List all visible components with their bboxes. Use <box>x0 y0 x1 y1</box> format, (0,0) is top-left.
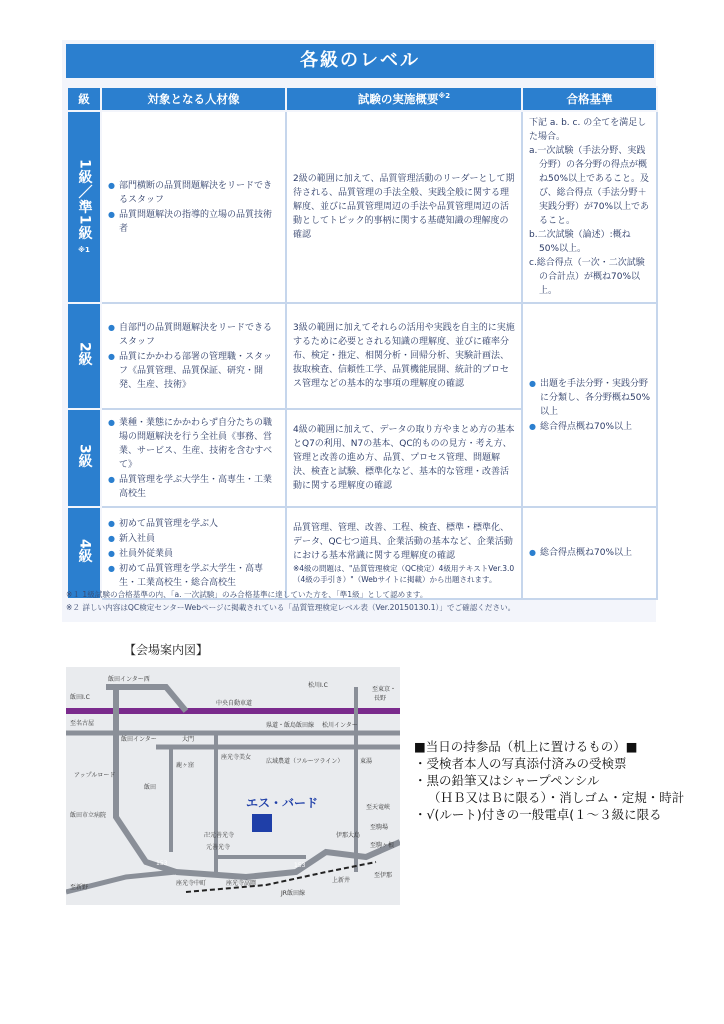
svg-text:卍元善光寺: 卍元善光寺 <box>204 832 235 839</box>
svg-text:飯田市立病院: 飯田市立病院 <box>70 812 107 819</box>
svg-text:長野: 長野 <box>374 695 387 702</box>
svg-text:至駒場: 至駒場 <box>370 824 389 831</box>
svg-text:アップルロード: アップルロード <box>74 772 116 779</box>
svg-text:至名古屋: 至名古屋 <box>70 720 95 727</box>
belongings-item: （ＨＢ又はＢに限る）・消しゴム・定規・時計 <box>428 790 685 805</box>
level-1: 1級／準1級 ※1 <box>67 111 101 303</box>
svg-text:飯田: 飯田 <box>144 784 157 791</box>
belongings-item: ・受検者本人の写真添付済みの受検票 <box>414 756 627 771</box>
svg-text:153: 153 <box>156 860 168 867</box>
level-table <box>66 86 658 600</box>
svg-text:元善光寺: 元善光寺 <box>206 844 231 851</box>
svg-text:至新野: 至新野 <box>70 884 89 891</box>
footnote-1: ※１ 1級試験の合格基準の内、「a. 一次試験」のみ合格基準に達していた方を、「準1級」として認めます。 <box>66 590 428 599</box>
overview-3: 4級の範囲に加えて、データの取り方やまとめ方の基本とQ7の利用、N7の基本、QC的ものの見方・考え方、管理と改善の進め方、品質、プロセス管理、問題解決、検査と試験、標準化など、基本的な管理・改善活動に関する理解度の確認 <box>286 409 522 507</box>
footnote-2: ※２ 詳しい内容はQC検定センターWebページに掲載されている「品質管理検定レベル表（Ver.20150130.1）」でご確認ください。 <box>66 603 516 612</box>
overview-2: 3級の範囲に加えてそれらの活用や実践を自主的に実施するために必要とされる知識の理解度、並びに確率分布、検定・推定、相関分析・回帰分析、実験計画法、抜取検査、信頼性工学、品質機能展開、統計的プロセス管理などの基本的な事項の理解度の確認 <box>286 303 522 409</box>
people-2: ● 自部門の品質問題解決をリードできるスタッフ ● 品質にかかわる部署の管理職・スタッフ《品質管理、品質保証、研究・開発、生産、技術》 <box>101 303 286 409</box>
belongings-item: ・黒の鉛筆又はシャープペンシル <box>414 773 600 788</box>
belongings-heading: ■当日の持参品（机上に置けるもの）■ <box>414 739 638 754</box>
svg-text:大門: 大門 <box>182 736 195 743</box>
map-svg <box>66 667 400 905</box>
svg-text:至東京・: 至東京・ <box>372 686 397 693</box>
people-1: ● 部門横断の品質問題解決をリードできるスタッフ ● 品質問題解決の指導的立場の品質技術者 <box>101 111 286 303</box>
table-row <box>67 303 657 409</box>
people-4: ● 初めて品質管理を学ぶ人 ● 新入社員 ● 社員外従業員 ● 初めて品質管理を学ぶ大学生・高専生・工業高校生・総合高校生 <box>101 507 286 599</box>
level-3: 3級 <box>67 409 101 507</box>
svg-text:上新井: 上新井 <box>332 877 351 884</box>
level-4: 4級 <box>67 507 101 599</box>
svg-text:伊那大島: 伊那大島 <box>336 832 361 839</box>
svg-text:松川I.C: 松川I.C <box>308 682 328 689</box>
svg-text:広域農道（フルーツライン）: 広域農道（フルーツライン） <box>266 758 344 765</box>
svg-text:東湯: 東湯 <box>360 758 373 765</box>
svg-text:座光寺美女: 座光寺美女 <box>221 754 252 761</box>
svg-text:飯田I.C: 飯田I.C <box>70 694 90 701</box>
table-header-row <box>67 87 657 111</box>
svg-text:座光寺高岡: 座光寺高岡 <box>226 880 257 887</box>
table-row <box>67 111 657 303</box>
svg-text:JR飯田線: JR飯田線 <box>281 890 305 897</box>
svg-text:至伊那: 至伊那 <box>374 872 393 879</box>
overview-4: 品質管理、管理、改善、工程、検査、標準・標準化、データ、QC七つ道具、企業活動の基本など、企業活動における基本常識に関する理解度の確認 ※4級の問題は、"品質管理検定（QC検定）4級用テキストVer.3.0（4級の手引き）"（Webサイトに掲載）から出題されます。 <box>286 507 522 599</box>
belongings-section <box>414 738 714 823</box>
svg-text:飯田インター: 飯田インター <box>121 736 157 743</box>
header-people: 対象となる人材像 <box>101 87 286 111</box>
table-row <box>67 507 657 599</box>
footnotes <box>66 588 656 614</box>
map-title: 【会場案内図】 <box>124 643 209 657</box>
svg-text:至駒ヶ根: 至駒ヶ根 <box>370 842 395 849</box>
svg-text:エス・バード: エス・バード <box>246 796 319 810</box>
people-3: ● 業種・業態にかかわらず自分たちの職場の問題解決を行う全社員《事務、営業、サービス、生産、技術を含むすべて》 ● 品質管理を学ぶ大学生・高専生・工業高校生 <box>101 409 286 507</box>
header-level: 級 <box>67 87 101 111</box>
criteria-2-3: ● 出題を手法分野・実践分野に分類し、各分野概ね50%以上 ● 総合得点概ね70%以上 <box>522 303 657 507</box>
page-title: 各級のレベル <box>66 44 654 78</box>
svg-text:至天竜峡: 至天竜峡 <box>366 804 391 811</box>
svg-text:鹿ヶ窪: 鹿ヶ窪 <box>176 762 195 769</box>
header-criteria: 合格基準 <box>522 87 657 111</box>
overview-1: 2級の範囲に加えて、品質管理活動のリーダーとして期待される、品質管理の手法全般、実践全般に関する理解度、並びに品質管理周辺の手法や品質管理周辺の活動としてトピック的事柄に関する基礎知識の理解度の確認 <box>286 111 522 303</box>
belongings-item: ・√(ルート)付きの一般電卓(１～３級に限る <box>414 807 662 822</box>
criteria-1: 下記 a. b. c. の全てを満足した場合。 a.一次試験（手法分野、実践分野）の各分野の得点が概ね50%以上であること。及び、総合得点（手法分野＋実践分野）が70%以上であること。 b.二次試験（論述）:概ね50%以上。 c.総合得点（一次・二次試験の合計点）が概ね70%以上。 <box>522 111 657 303</box>
level-2: 2級 <box>67 303 101 409</box>
svg-text:座光寺中町: 座光寺中町 <box>176 880 207 887</box>
svg-text:飯田インター西: 飯田インター西 <box>108 676 150 683</box>
svg-text:中央自動車道: 中央自動車道 <box>216 700 253 707</box>
criteria-4: ● 総合得点概ね70%以上 <box>522 507 657 599</box>
svg-text:153: 153 <box>294 862 306 869</box>
header-overview: 試験の実施概要$^{※2}$ <box>286 87 522 111</box>
svg-text:県道・飯島飯田線: 県道・飯島飯田線 <box>266 722 315 729</box>
venue-map <box>66 667 400 905</box>
svg-text:松川インター: 松川インター <box>322 722 358 729</box>
venue-marker <box>252 814 272 832</box>
